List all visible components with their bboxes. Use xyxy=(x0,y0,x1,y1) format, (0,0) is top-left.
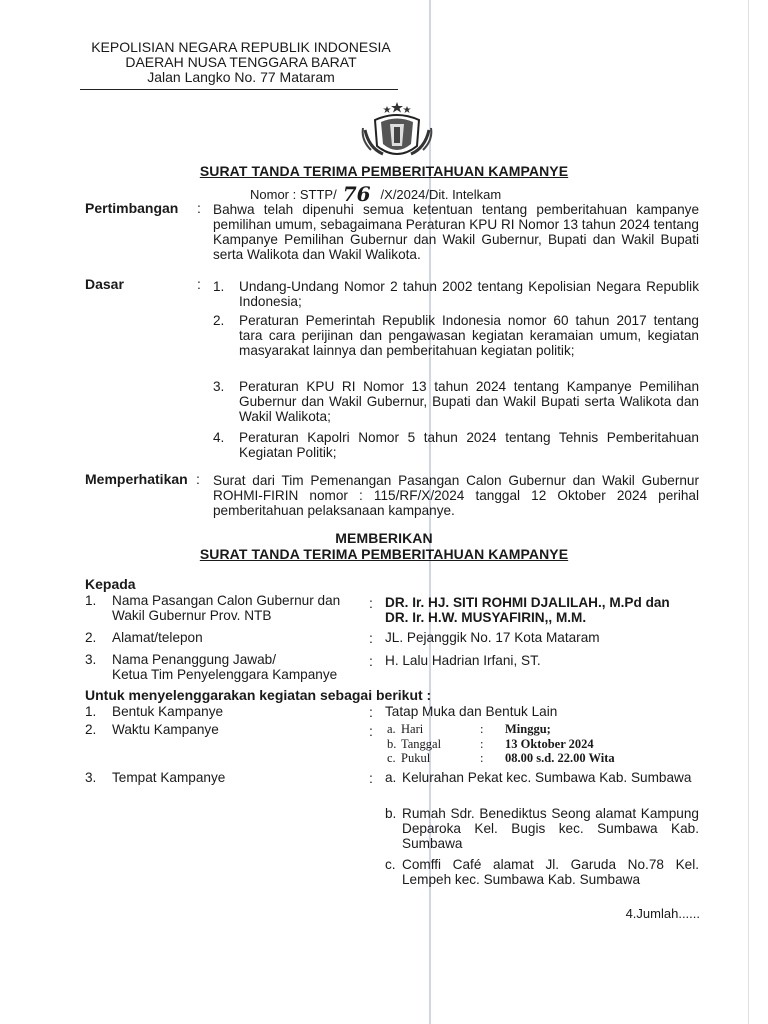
kegiatan-item-number: 3. xyxy=(85,770,97,785)
nomor-handwritten: 76 xyxy=(342,182,371,206)
nomor-suffix: /X/2024/Dit. Intelkam xyxy=(380,187,502,202)
kepada-colon: : xyxy=(369,653,373,669)
letterhead xyxy=(82,40,400,85)
kegiatan-item-label: Waktu Kampanye xyxy=(112,722,219,737)
document-title: SURAT TANDA TERIMA PEMBERITAHUAN KAMPANYE xyxy=(199,163,569,179)
kepada-address: JL. Pejanggik No. 17 Kota Mataram xyxy=(385,630,600,645)
place-letter: b. xyxy=(385,806,397,821)
kepada-item-label: Alamat/telepon xyxy=(112,630,203,645)
kepada-colon: : xyxy=(369,595,373,611)
time-row-value: 13 Oktober 2024 xyxy=(505,737,594,751)
letterhead-rule xyxy=(80,89,398,90)
memperhatikan-colon: : xyxy=(196,471,200,487)
person-in-charge: H. Lalu Hadrian Irfani, ST. xyxy=(385,653,541,668)
kegiatan-colon: : xyxy=(369,723,373,739)
place-letter: a. xyxy=(385,770,397,785)
time-row-letter: c. xyxy=(387,751,396,765)
time-row-letter: a. xyxy=(387,722,396,736)
document-number xyxy=(250,180,501,204)
dasar-label: Dasar xyxy=(85,276,124,292)
dasar-item-number: 1. xyxy=(213,279,225,294)
candidate-name: DR. Ir. HJ. SITI ROHMI DJALILAH., M.Pd dan xyxy=(385,595,670,610)
kepada-item-label: Nama Pasangan Calon Gubernur dan xyxy=(112,593,341,608)
kepada-item-label: Nama Penanggung Jawab/ xyxy=(112,652,276,667)
kepada-item-label: Ketua Tim Penyelenggara Kampanye xyxy=(112,667,338,682)
dasar-item-number: 4. xyxy=(213,430,225,445)
dasar-item-number: 2. xyxy=(213,313,225,328)
place-letter: c. xyxy=(385,857,396,872)
time-row-key: Hari xyxy=(401,722,424,736)
kepada-item-number: 1. xyxy=(85,593,97,608)
campaign-form: Tatap Muka dan Bentuk Lain xyxy=(385,704,558,719)
time-row-colon: : xyxy=(480,751,484,765)
kegiatan-item-label: Bentuk Kampanye xyxy=(112,704,224,719)
time-row-value: Minggu; xyxy=(505,722,551,736)
time-row-colon: : xyxy=(480,722,484,736)
nomor-prefix: Nomor : STTP/ xyxy=(250,187,337,202)
dasar-item-text: Peraturan Pemerintah Republik Indonesia nomor 60 tahun 2017 tentang tara cara perijinan dan pengawasan kegiatan keramaian umum, kegiatan masyarakat lainnya dan pemberitahuan kegiatan politik; xyxy=(239,313,699,358)
letterhead-institution: KEPOLISIAN NEGARA REPUBLIK INDONESIA xyxy=(91,39,391,55)
place-text: Kelurahan Pekat kec. Sumbawa Kab. Sumbawa xyxy=(402,770,692,785)
dasar-item-text: Undang-Undang Nomor 2 tahun 2002 tentang Kepolisian Negara Republik Indonesia; xyxy=(239,279,699,309)
pertimbangan-label: Pertimbangan xyxy=(85,200,179,216)
place-text: Comffi Café alamat Jl. Garuda No.78 Kel. Lempeh kec. Sumbawa Kab. Sumbawa xyxy=(402,857,699,887)
kepada-item-number: 2. xyxy=(85,630,97,645)
dasar-colon: : xyxy=(197,276,201,292)
kegiatan-item-number: 2. xyxy=(85,722,97,737)
police-emblem-icon xyxy=(357,100,437,162)
memberikan-heading: MEMBERIKAN xyxy=(335,530,433,546)
time-row-letter: b. xyxy=(387,737,397,751)
time-row-key: Pukul xyxy=(401,751,431,765)
kepada-item-label: Wakil Gubernur Prov. NTB xyxy=(112,608,272,623)
kegiatan-colon: : xyxy=(369,704,373,720)
memberikan-title: SURAT TANDA TERIMA PEMBERITAHUAN KAMPANYE xyxy=(199,546,569,562)
kepada-colon: : xyxy=(369,630,373,646)
kegiatan-item-number: 1. xyxy=(85,704,97,719)
pertimbangan-colon: : xyxy=(197,200,201,216)
scan-edge-line xyxy=(748,0,749,1024)
kegiatan-item-label: Tempat Kampanye xyxy=(112,770,226,785)
time-row-colon: : xyxy=(480,737,484,751)
time-row-value: 08.00 s.d. 22.00 Wita xyxy=(505,751,615,765)
letterhead-address: Jalan Langko No. 77 Mataram xyxy=(147,69,335,85)
kegiatan-label: Untuk menyelenggarakan kegiatan sebagai berikut : xyxy=(85,687,432,703)
kepada-label: Kepada xyxy=(85,576,136,592)
dasar-item-number: 3. xyxy=(213,379,225,394)
memperhatikan-label: Memperhatikan xyxy=(85,471,188,487)
time-row-key: Tanggal xyxy=(401,737,442,751)
dasar-item-text: Peraturan Kapolri Nomor 5 tahun 2024 tentang Tehnis Pemberitahuan Kegiatan Politik; xyxy=(239,430,699,460)
continuation-note: 4.Jumlah...... xyxy=(625,906,700,921)
candidate-name: DR. Ir. H.W. MUSYAFIRIN,, M.M. xyxy=(385,610,587,625)
pertimbangan-text: Bahwa telah dipenuhi semua ketentuan tentang pemberitahuan kampanye pemilihan umum, sebagaimana Peraturan KPU RI Nomor 13 tahun 2024 tentang Kampanye Pemilihan Gubernur dan Wakil Gubernur, Bupati dan Wakil Bupati serta Walikota dan Wakil Walikota. xyxy=(213,202,699,262)
kegiatan-colon: : xyxy=(369,770,373,786)
kepada-item-number: 3. xyxy=(85,652,97,667)
letterhead-region: DAERAH NUSA TENGGARA BARAT xyxy=(125,54,357,70)
memperhatikan-text: Surat dari Tim Pemenangan Pasangan Calon Gubernur dan Wakil Gubernur ROHMI-FIRIN nomor : 115/RF/X/2024 tanggal 12 Oktober 2024 perihal pemberitahuan pelaksanaan kampanye. xyxy=(213,473,699,518)
dasar-item-text: Peraturan KPU RI Nomor 13 tahun 2024 tentang Kampanye Pemilihan Gubernur dan Wakil Gubernur, Bupati dan Wakil Bupati serta Walikota dan Wakil Walikota; xyxy=(239,379,699,424)
place-text: Rumah Sdr. Benediktus Seong alamat Kampung Deparoka Kel. Bugis kec. Sumbawa Kab. Sumbawa xyxy=(402,806,699,851)
